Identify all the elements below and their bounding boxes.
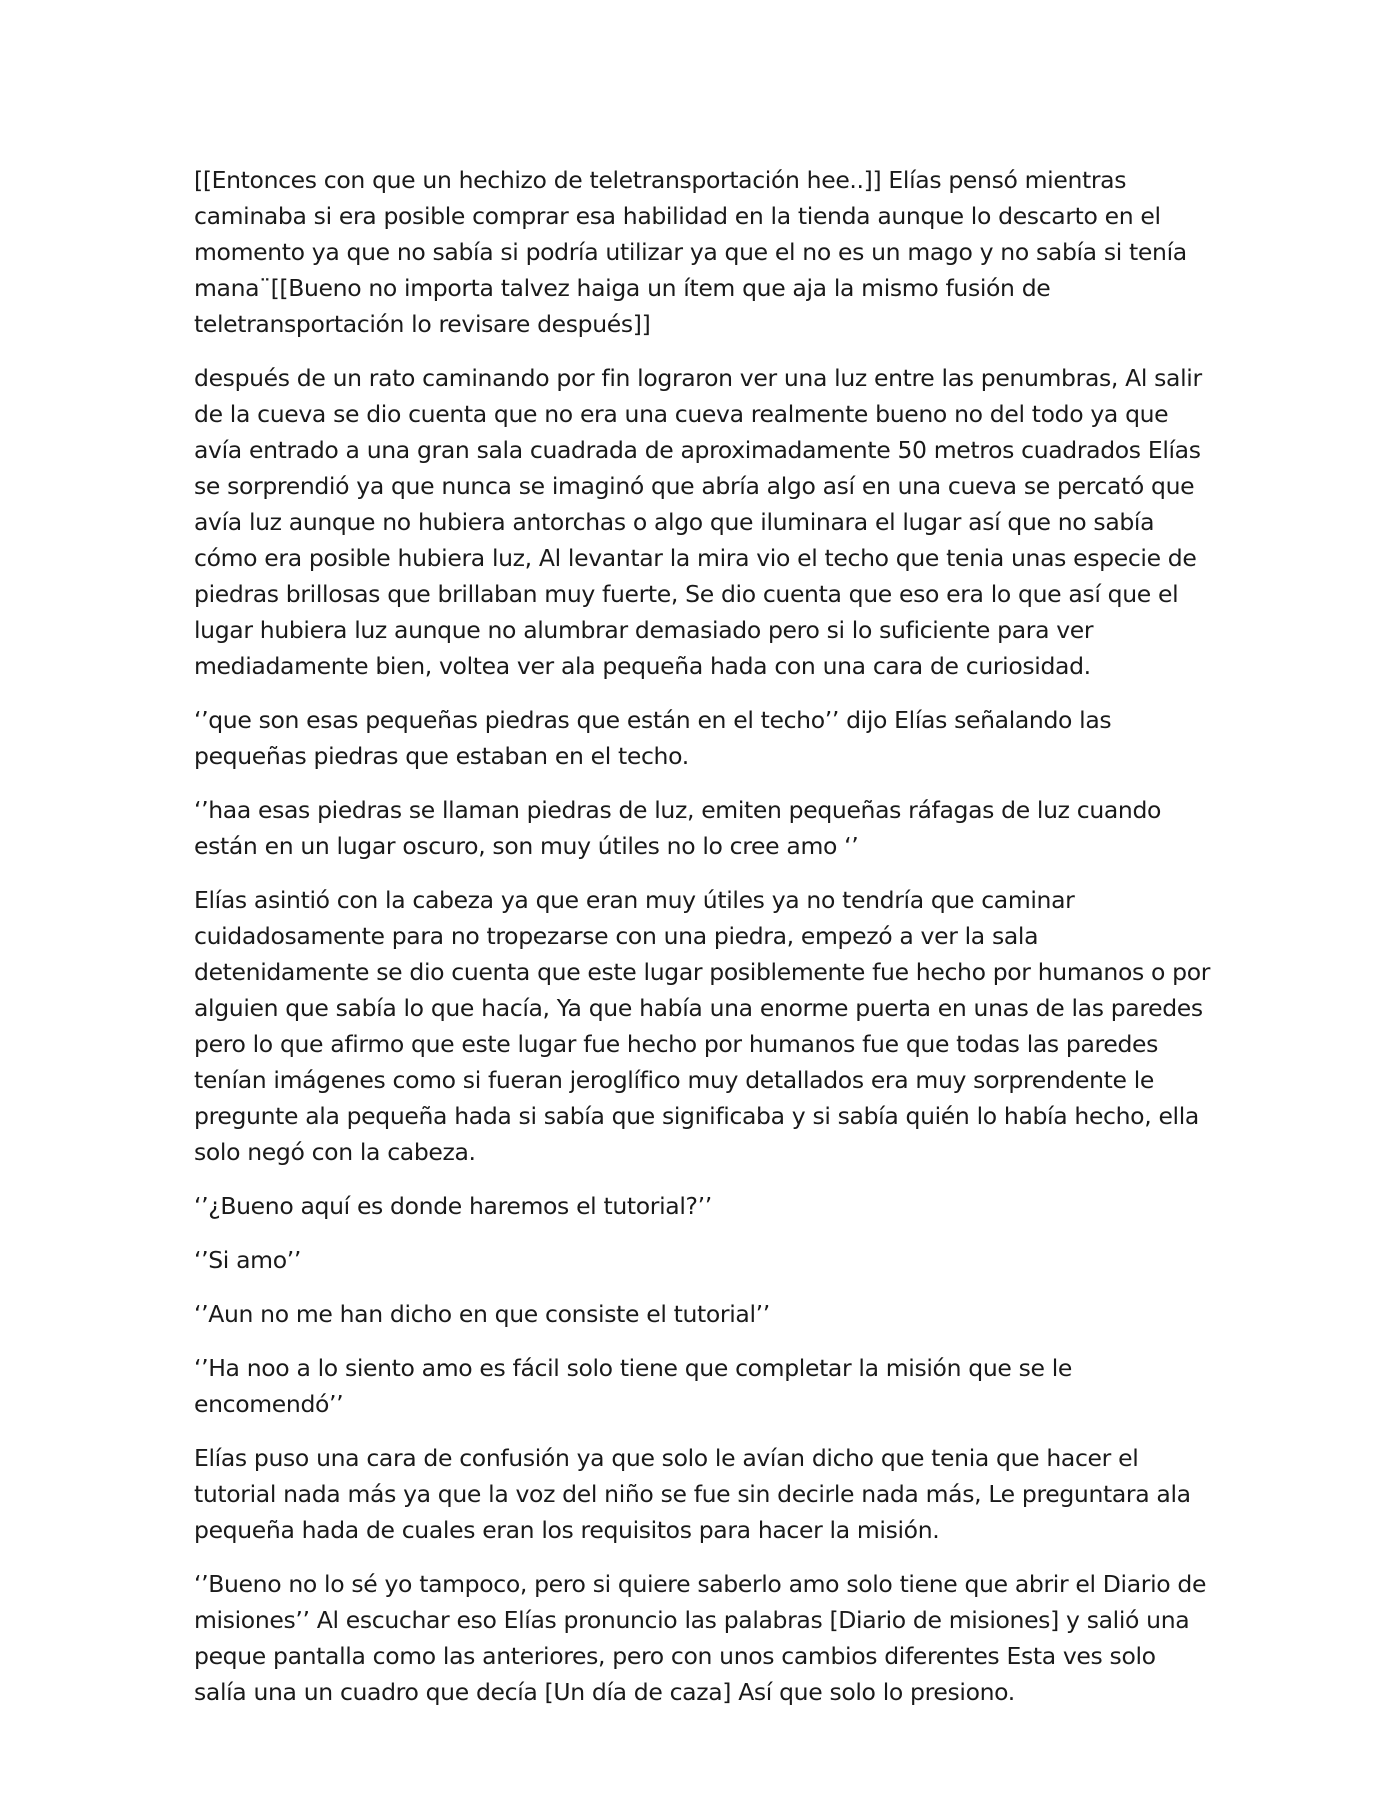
document-page bbox=[194, 162, 1214, 1728]
paragraph-1: [[Entonces con que un hechizo de teletransportación hee..]] Elías pensó mientras caminaba si era posible comprar esa habilidad en la tienda aunque lo descarto en el momento ya que no sabía si podría utilizar ya que el no es un mago y no sabía si tenía mana¨[[Bueno no importa talvez haiga un ítem que aja la mismo fusión de teletransportación lo revisare después]] bbox=[194, 166, 1187, 338]
paragraph-7: ‘’Si amo’’ bbox=[194, 1246, 301, 1274]
paragraph-2: después de un rato caminando por fin lograron ver una luz entre las penumbras, Al salir de la cueva se dio cuenta que no era una cueva realmente bueno no del todo ya que avía entrado a una gran sala cuadrada de aproximadamente 50 metros cuadrados Elías se sorprendió ya que nunca se imaginó que abría algo así en una cueva se percató que avía luz aunque no hubiera antorchas o algo que iluminara el lugar así que no sabía cómo era posible hubiera luz, Al levantar la mira vio el techo que tenia unas especie de piedras brillosas que brillaban muy fuerte, Se dio cuenta que eso era lo que así que el lugar hubiera luz aunque no alumbrar demasiado pero si lo suficiente para ver mediadamente bien, voltea ver ala pequeña hada con una cara de curiosidad. bbox=[194, 364, 1202, 680]
paragraph-11: ‘’Bueno no lo sé yo tampoco, pero si quiere saberlo amo solo tiene que abrir el Diario de misiones’’ Al escuchar eso Elías pronuncio las palabras [Diario de misiones] y salió una peque pantalla como las anteriores, pero con unos cambios diferentes Esta ves solo salía una un cuadro que decía [Un día de caza] Así que solo lo presiono. bbox=[194, 1570, 1207, 1706]
paragraph-6: ‘’¿Bueno aquí es donde haremos el tutorial?’’ bbox=[194, 1192, 712, 1220]
paragraph-9: ‘’Ha noo a lo siento amo es fácil solo tiene que completar la misión que se le encomendó’’ bbox=[194, 1354, 1073, 1418]
paragraph-5: Elías asintió con la cabeza ya que eran muy útiles ya no tendría que caminar cuidadosamente para no tropezarse con una piedra, empezó a ver la sala detenidamente se dio cuenta que este lugar posiblemente fue hecho por humanos o por alguien que sabía lo que hacía, Ya que había una enorme puerta en unas de las paredes pero lo que afirmo que este lugar fue hecho por humanos fue que todas las paredes tenían imágenes como si fueran jeroglífico muy detallados era muy sorprendente le pregunte ala pequeña hada si sabía que significaba y si sabía quién lo había hecho, ella solo negó con la cabeza. bbox=[194, 886, 1211, 1166]
paragraph-4: ‘’haa esas piedras se llaman piedras de luz, emiten pequeñas ráfagas de luz cuando están en un lugar oscuro, son muy útiles no lo cree amo ‘’ bbox=[194, 796, 1162, 860]
paragraph-10: Elías puso una cara de confusión ya que solo le avían dicho que tenia que hacer el tutorial nada más ya que la voz del niño se fue sin decirle nada más, Le preguntara ala pequeña hada de cuales eran los requisitos para hacer la misión. bbox=[194, 1444, 1191, 1544]
paragraph-8: ‘’Aun no me han dicho en que consiste el tutorial’’ bbox=[194, 1300, 770, 1328]
paragraph-3: ‘’que son esas pequeñas piedras que están en el techo’’ dijo Elías señalando las pequeñas piedras que estaban en el techo. bbox=[194, 706, 1112, 770]
